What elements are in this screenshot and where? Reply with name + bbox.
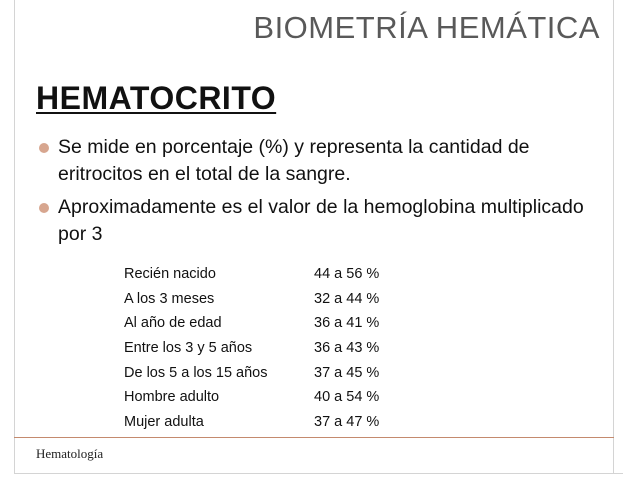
- range-cell: 36 a 41 %: [314, 315, 380, 332]
- table-row: [118, 385, 424, 410]
- bullet-item: [38, 134, 608, 188]
- bullet-text: Se mide en porcentaje (%) y representa la cantidad de eritrocitos en el total de la sangre.: [58, 136, 530, 185]
- table-row: [118, 287, 424, 312]
- footer-rule: [14, 437, 614, 438]
- frame-bottom-border: [14, 473, 614, 474]
- range-cell: 37 a 47 %: [314, 413, 380, 430]
- footer-text: Hematología: [36, 446, 104, 461]
- bullet-dot-icon: [39, 203, 49, 213]
- range-cell: 40 a 54 %: [314, 389, 380, 406]
- table-row: [118, 262, 424, 287]
- range-cell: 36 a 43 %: [314, 340, 380, 357]
- age-group-cell: A los 3 meses: [124, 290, 215, 307]
- age-group-cell: Al año de edad: [124, 315, 222, 332]
- table-row: [118, 336, 424, 361]
- bullet-text: Aproximadamente es el valor de la hemoglobina multiplicado por 3: [58, 196, 584, 245]
- table-row: [118, 410, 424, 435]
- range-cell: 37 a 45 %: [314, 364, 380, 381]
- table-row: [118, 311, 424, 336]
- range-cell: 32 a 44 %: [314, 290, 380, 307]
- section-heading: HEMATOCRITO: [36, 80, 277, 116]
- bullet-list: [38, 134, 608, 254]
- slide-title: BIOMETRÍA HEMÁTICA: [253, 10, 600, 45]
- age-group-cell: Recién nacido: [124, 266, 216, 283]
- table-row: [118, 360, 424, 385]
- range-cell: 44 a 56 %: [314, 266, 380, 283]
- bullet-item: [38, 194, 608, 248]
- frame-left-border: [14, 0, 15, 474]
- age-group-cell: De los 5 a los 15 años: [124, 364, 268, 381]
- bullet-dot-icon: [39, 143, 49, 153]
- age-group-cell: Mujer adulta: [124, 413, 204, 430]
- age-group-cell: Entre los 3 y 5 años: [124, 340, 253, 357]
- frame-right-border: [613, 0, 614, 474]
- frame-corner: [613, 473, 623, 474]
- hematocrit-values-table: [118, 262, 424, 434]
- age-group-cell: Hombre adulto: [124, 389, 220, 406]
